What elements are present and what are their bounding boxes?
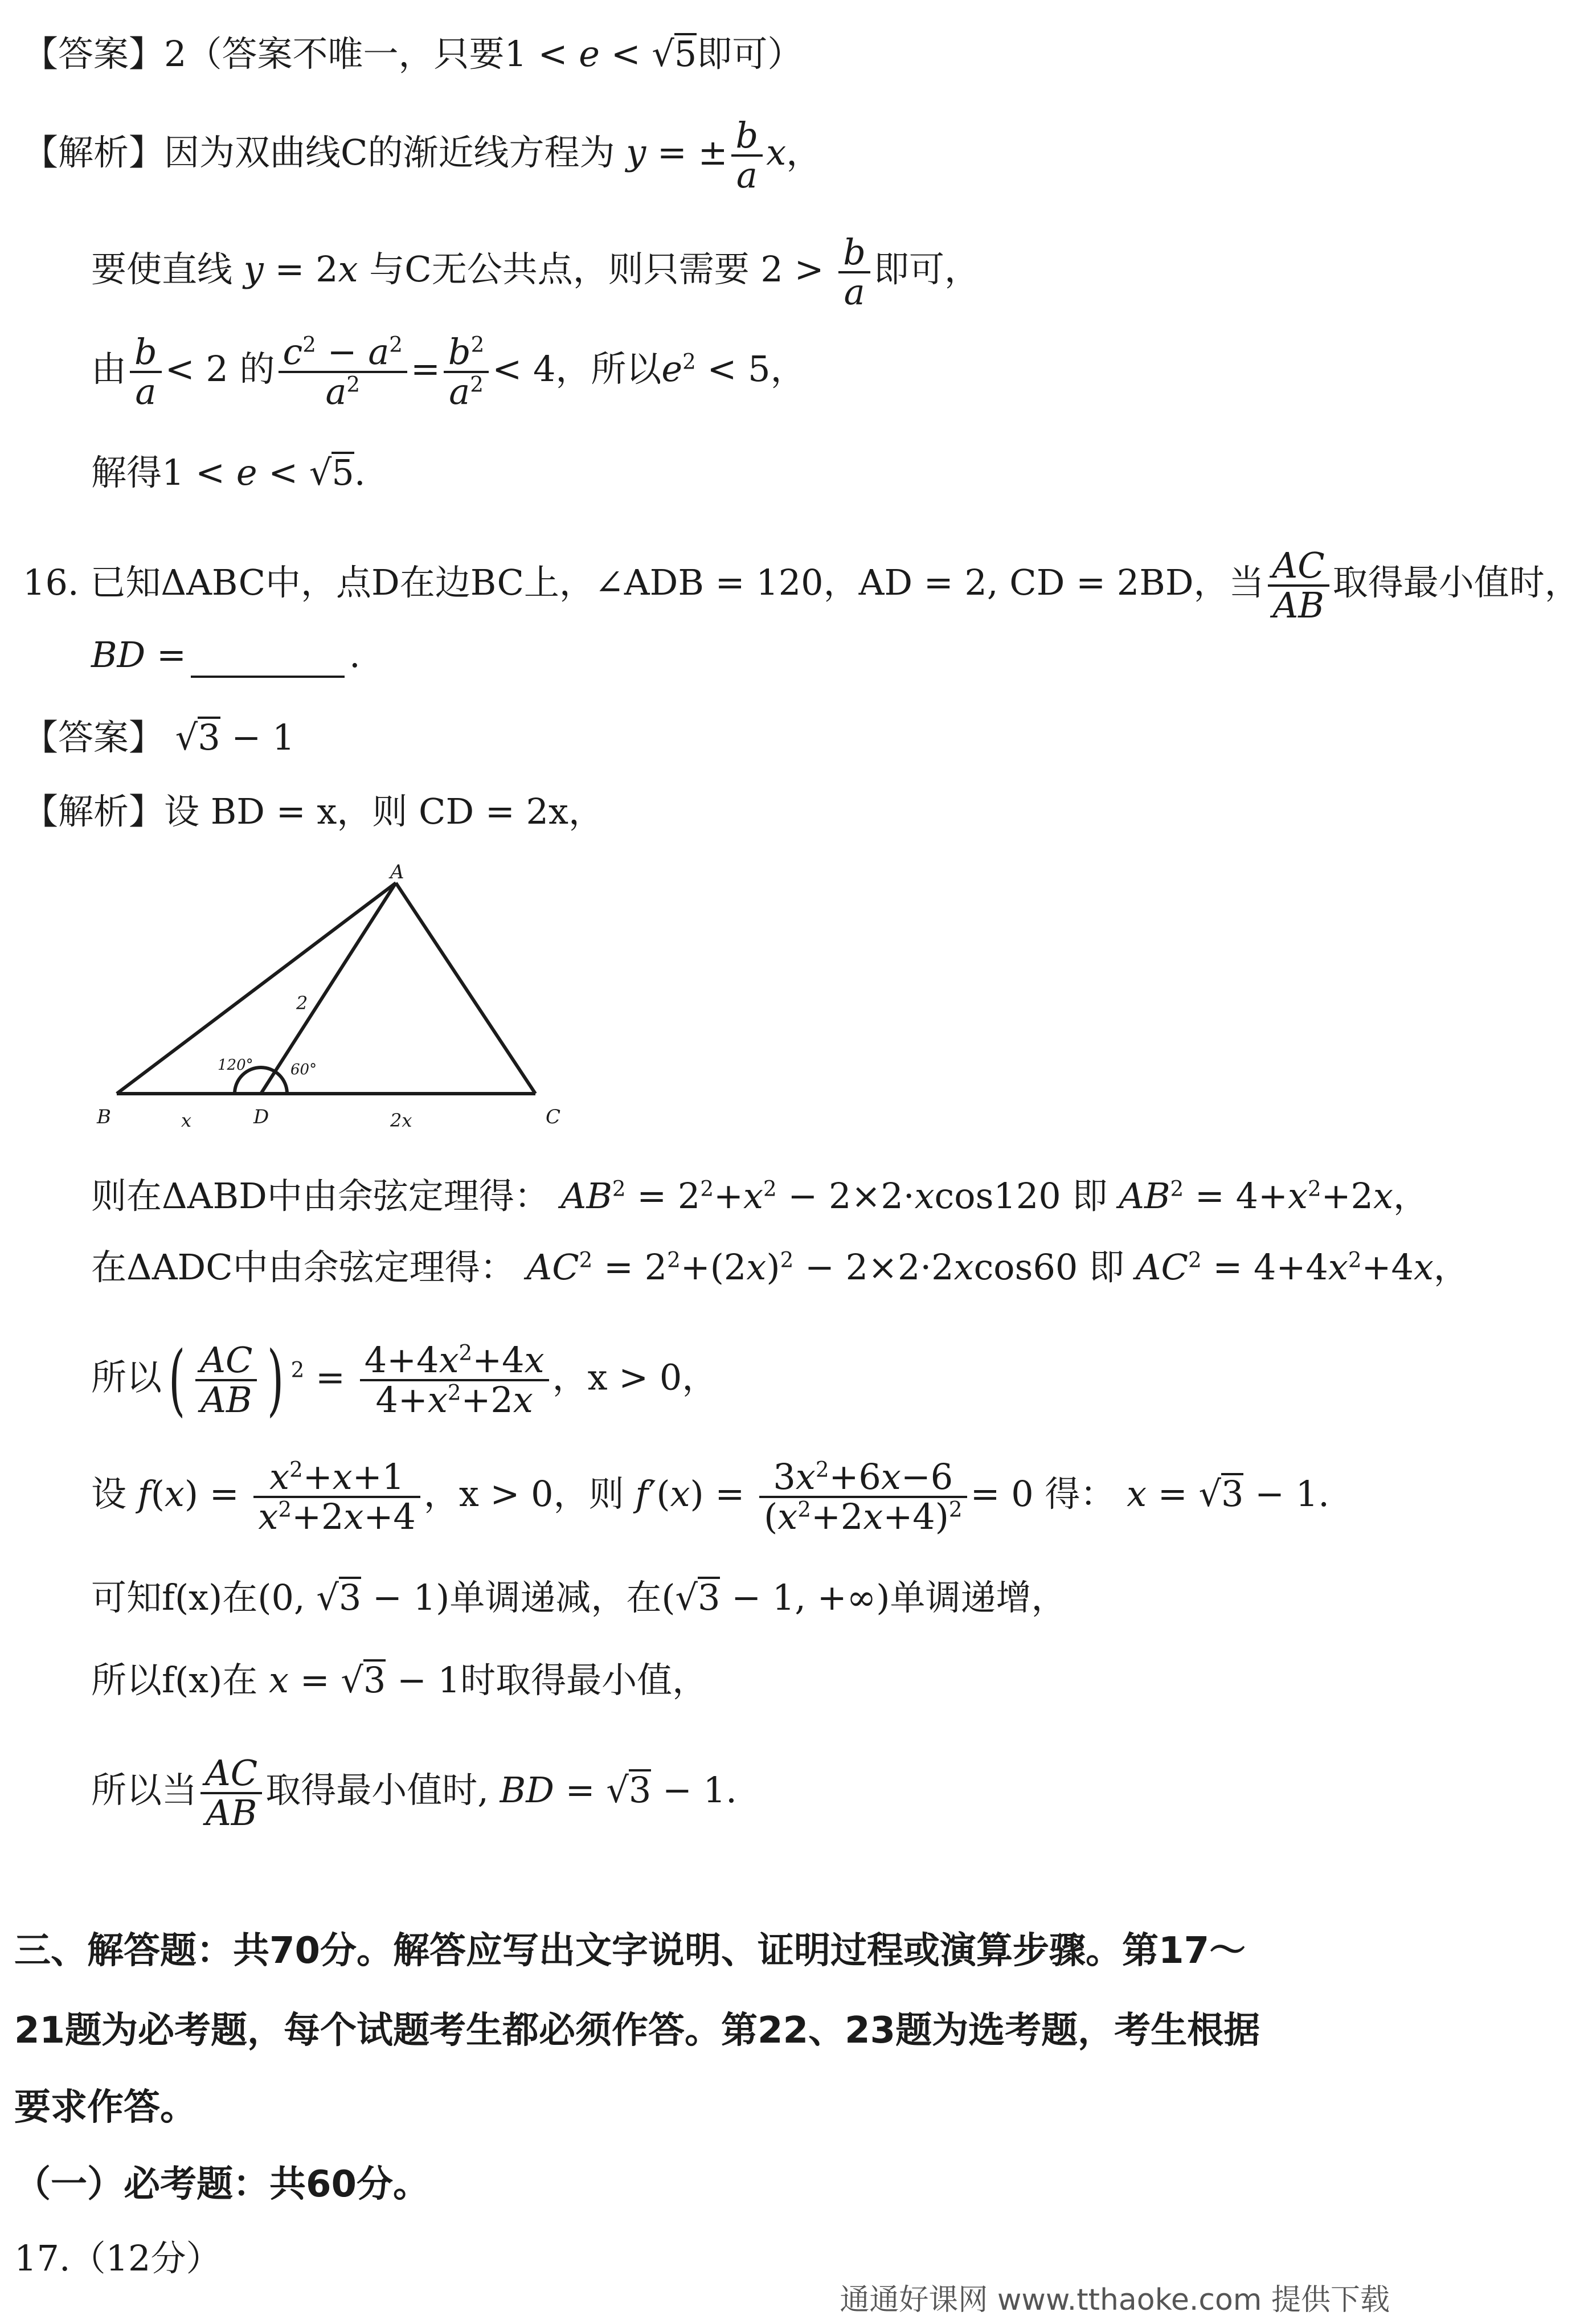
prev-analysis-line3: 由 $\frac{b}{a}$ < 2 的 $\frac{c^2 - a^2}{a^2}$ = $\frac{b^2}{a^2}$ < 4，所以$e^2 < 5$， (91, 331, 806, 412)
answer-blank (191, 644, 345, 678)
q16-step2: 在ΔADC中由余弦定理得： $AC^2 = 2^2+(2x)^2 - 2\times 2\cdot 2xcos60$ 即 $AC^2 = 4+4x^2+4x$， (91, 1246, 1469, 1288)
q16-step6: 所以f(x)在 x = √3 − 1时取得最小值， (91, 1659, 708, 1701)
prev-analysis-line4: 解得1 < e < √5. (91, 452, 366, 493)
vertex-label-c: C (546, 1106, 561, 1128)
q16-step5: 可知f(x)在(0, √3 − 1)单调递减，在(√3 − 1, +∞)单调递增， (91, 1577, 1067, 1618)
prev-analysis-line1: 【解析】因为双曲线C的渐近线方程为 y = ± $\frac{b}{a}$ x， (23, 114, 822, 196)
q16-stem: 16. 已知ΔABC中，点D在边BC上，∠ADB = 120，AD = 2, CD = 2BD，当 $\frac{AC}{AB}$ 取得最小值时， (23, 545, 1580, 626)
label-dc: 2x (390, 1110, 412, 1131)
angle-label-120: 120° (218, 1057, 253, 1074)
q16-step1: 则在ΔABD中由余弦定理得： $AB^2 = 2^2+x^2 - 2\times 2\cdot xcos120$ 即 $AB^2 = 4+x^2+2x$， (91, 1175, 1428, 1217)
q16-step4: 设 f(x) = $\frac{x^2+x+1}{x^2+2x+4}$ ，x > 0，则 f′(x) = $\frac{3x^2+6x-6}{(x^2+2x+4)^2}$ = 0 得： x = √3 − 1. (91, 1456, 1329, 1537)
q17-heading: 17.（12分） (14, 2237, 222, 2279)
label-ad: 2 (296, 992, 308, 1014)
section3-line1: 三、解答题：共70分。解答应写出文字说明、证明过程或演算步骤。第17～ (14, 1930, 1246, 1972)
vertex-label-a: A (390, 861, 404, 883)
label-bd: x (181, 1110, 192, 1131)
q16-analysis-setup: 【解析】设 BD = x，则 CD = 2x， (23, 791, 604, 832)
prev-answer-line: 【答案】2（答案不唯一，只要1 < e < √5即可） (23, 33, 803, 75)
q16-step7: 所以当 $\frac{AC}{AB}$ 取得最小值时, BD = √3 − 1. (91, 1752, 737, 1834)
segment-ac (396, 883, 535, 1094)
footer-watermark: 通通好课网 www.tthaoke.com 提供下载 (840, 2283, 1390, 2317)
q16-answer: 【答案】 √3 − 1 (23, 717, 295, 758)
segment-ad (261, 883, 396, 1094)
segment-ba (117, 883, 396, 1094)
q16-step3: 所以( $\frac{AC}{AB}$ ) $^2$ = $\frac{4+4x^2+4x}{4+x^2+2x}$ ，x > 0， (91, 1335, 718, 1425)
vertex-label-d: D (253, 1106, 269, 1128)
angle-label-60: 60° (290, 1061, 317, 1078)
section3-subheading: （一）必考题：共60分。 (14, 2163, 430, 2206)
q16-blank-line: BD = . (91, 632, 361, 678)
section3-line3: 要求作答。 (14, 2086, 197, 2129)
section3-line2: 21题为必考题，每个试题考生都必须作答。第22、23题为选考题，考生根据 (14, 2010, 1260, 2052)
prev-analysis-line2: 要使直线 y = 2x 与C无公共点，则只需要 2 > $\frac{b}{a}$ 即可， (91, 231, 980, 313)
triangle-figure (85, 860, 598, 1145)
vertex-label-b: B (97, 1106, 111, 1128)
